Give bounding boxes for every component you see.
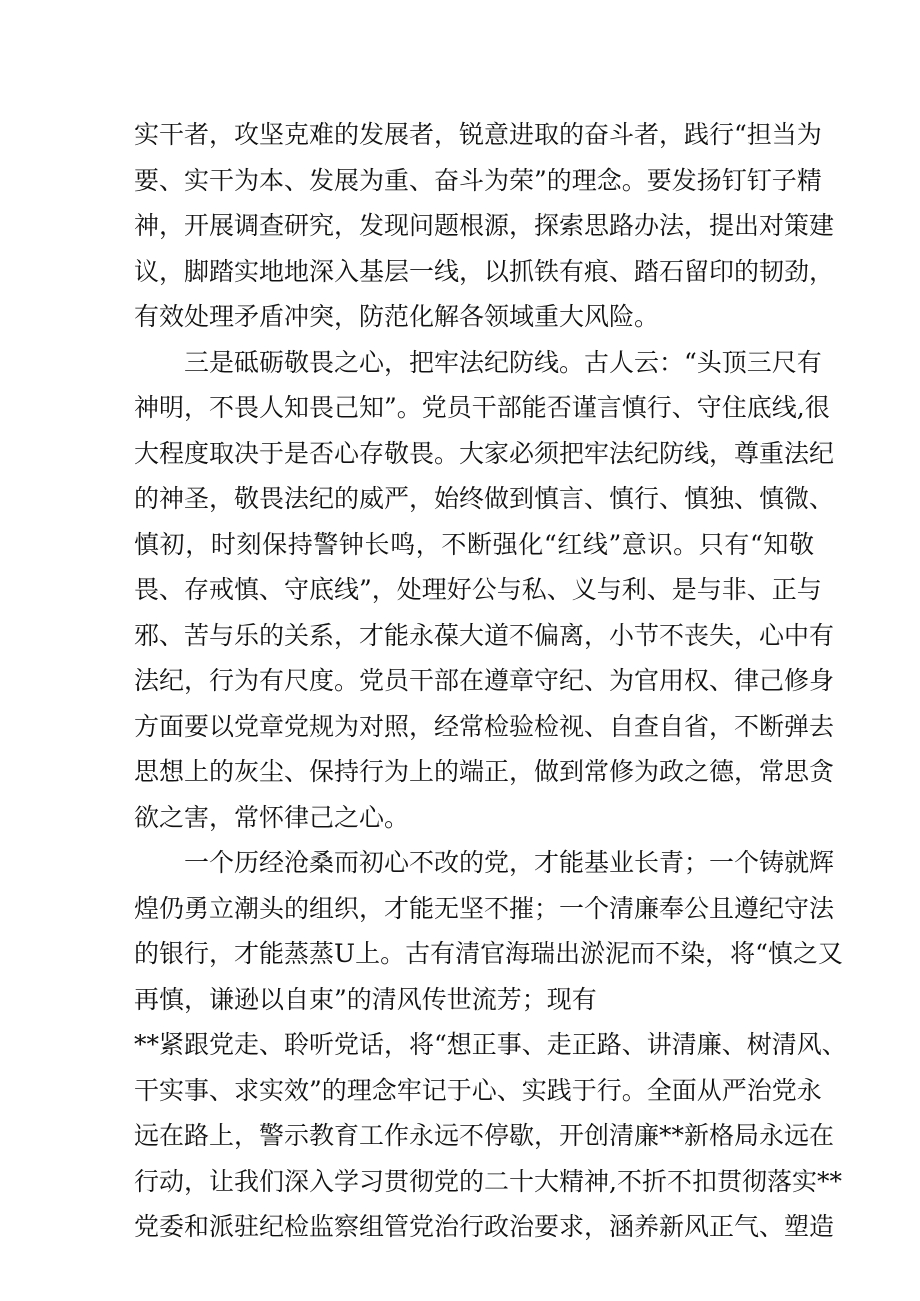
text-line: 三是砥砺敬畏之心，把牢法纪防线。古人云：“头顶三尺有: [184, 347, 822, 377]
text-line: 实干者，攻坚克难的发展者，锐意进取的奋斗者，践行“担当为: [134, 120, 822, 149]
text-line: 神明，不畏人知畏己知”。党员干部能否谨言慎行、守住底线,很: [134, 393, 830, 422]
text-line: 神，开展调查研究，发现问题根源，探索思路办法，提出对策建: [134, 211, 835, 240]
text-line: 党委和派驻纪检监察组管党治行政治要求，涵养新风正气、塑造: [134, 1212, 835, 1241]
text-line: 远在路上，警示教育工作永远不停歇，开创清廉**新格局永远在: [134, 1121, 835, 1150]
text-line: 干实事、求实效”的理念牢记于心、实践于行。全面从严治党永: [134, 1075, 822, 1105]
text-line: 一个历经沧桑而初心不改的党，才能基业长青；一个铸就辉: [184, 848, 835, 877]
text-line: 欲之害，常怀律己之心。: [134, 802, 410, 832]
text-line: **紧跟党走、聆听党话，将“想正事、走正路、讲清廉、树清风、: [134, 1030, 847, 1059]
body-text: [134, 112, 847, 1250]
text-line: 要、实干为本、发展为重、奋斗为荣”的理念。要发扬钉钉子精: [134, 165, 822, 195]
text-line: 大程度取决于是否心存敬畏。大家必须把牢法纪防线，尊重法纪: [134, 438, 835, 468]
text-line: 有效处理矛盾冲突，防范化解各领域重大风险。: [134, 302, 660, 331]
text-line: 法纪，行为有尺度。党员干部在遵章守纪、为官用权、律己修身: [134, 666, 835, 695]
text-line: 畏、存戒慎、守底线”，处理好公与私、义与利、是与非、正与: [134, 575, 822, 604]
text-line: 行动，让我们深入学习贯彻党的二十大精神,不折不扣贯彻落实**: [134, 1166, 842, 1196]
text-line: 的神圣，敬畏法纪的威严，始终做到慎言、慎行、慎独、慎微、: [134, 484, 835, 513]
text-line: 慎初，时刻保持警钟长鸣，不断强化“红线”意识。只有“知敬: [134, 529, 814, 559]
text-line: 再慎，谦逊以自束”的清风传世流芳；现有: [134, 984, 597, 1014]
text-line: 议，脚踏实地地深入基层一线，以抓铁有痕、踏石留印的韧劲，: [134, 256, 835, 286]
text-line: 思想上的灰尘、保持行为上的端正，做到常修为政之德，常思贪: [134, 757, 835, 786]
text-line: 邪、苦与乐的关系，才能永葆大道不偏离，小节不丧失，心中有: [134, 620, 835, 650]
text-line: 煌仍勇立潮头的组织，才能无坚不摧；一个清廉奉公且遵纪守法: [134, 893, 835, 923]
text-line: 的银行，才能蒸蒸U上。古有清官海瑞出淤泥而不染，将“慎之又: [134, 939, 843, 968]
text-line: 方面要以党章党规为对照，经常检验检视、自查自省，不断弹去: [134, 711, 835, 741]
